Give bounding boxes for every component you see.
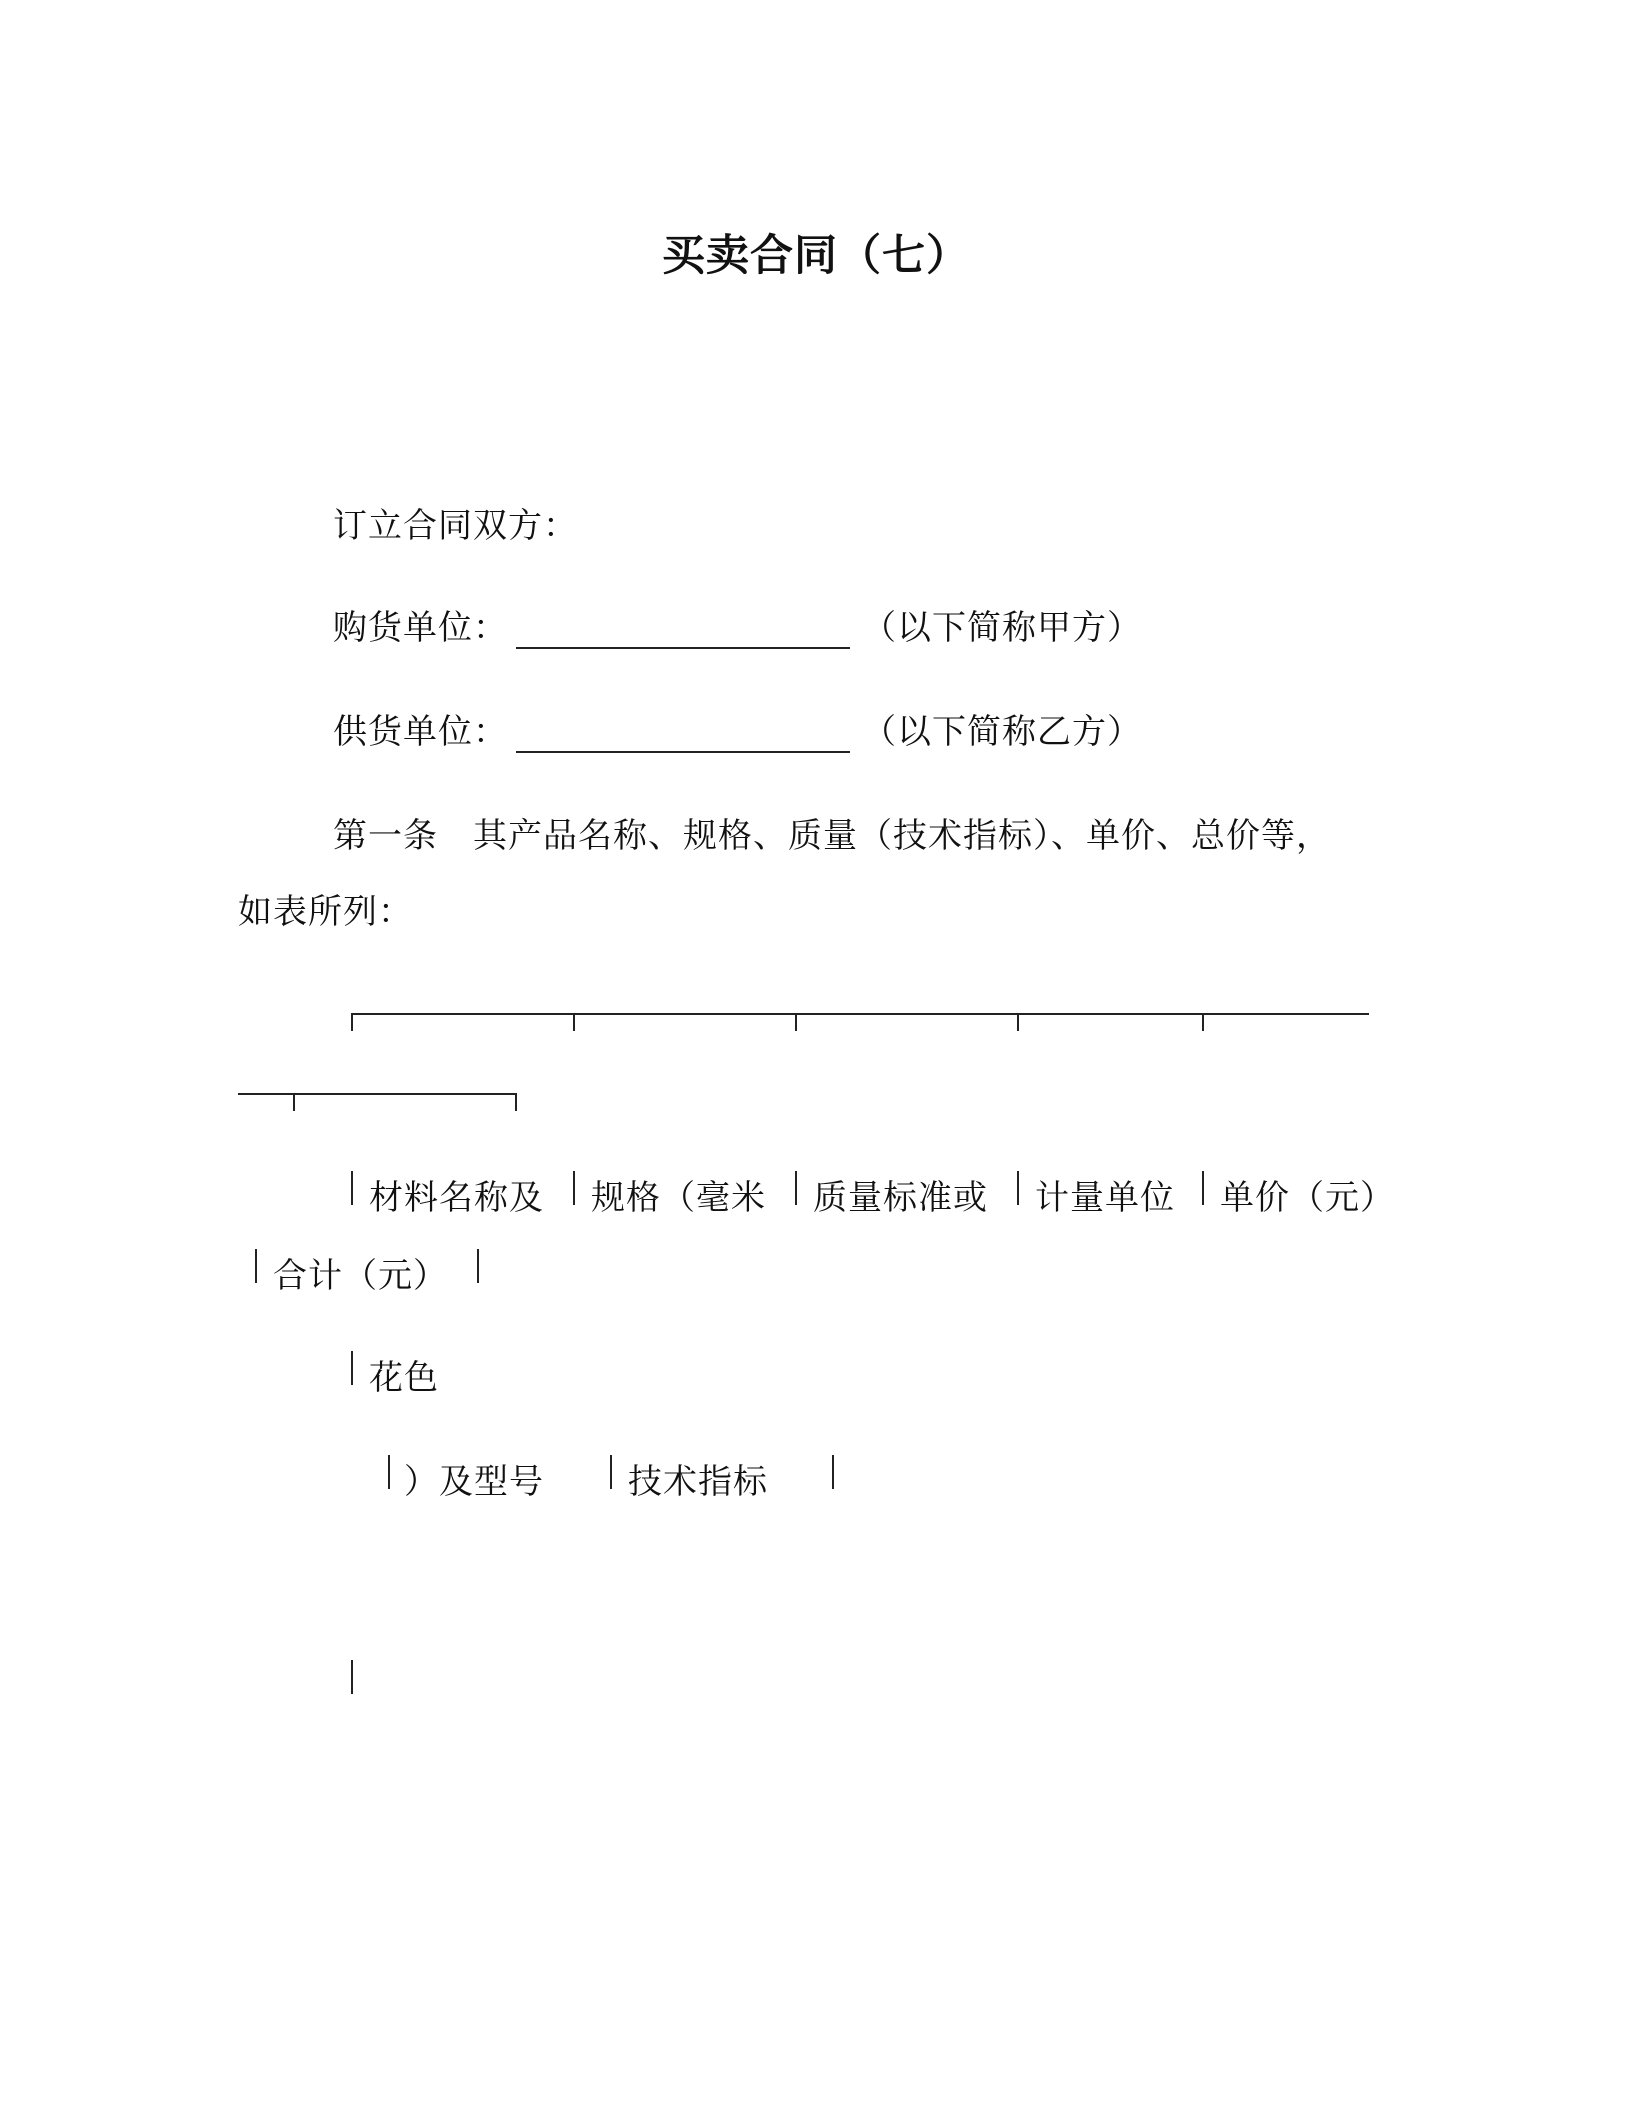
- table-tick: [515, 1093, 517, 1111]
- cell-divider: [1202, 1171, 1204, 1205]
- table-tick: [351, 1013, 353, 1031]
- cell-divider: [610, 1455, 612, 1489]
- buyer-line: [333, 600, 1142, 649]
- table-header-cell: 质量标准或: [813, 1178, 988, 1218]
- cell-divider: [351, 1171, 353, 1205]
- buyer-blank-field[interactable]: [516, 613, 850, 649]
- table-header-cell: 花色: [369, 1358, 439, 1398]
- table-header-cell: 合计（元）: [273, 1256, 448, 1296]
- article-1-line-2: 如表所列：: [238, 892, 413, 932]
- cell-divider: [351, 1351, 353, 1385]
- cell-divider: [573, 1171, 575, 1205]
- table-header-cell: 计量单位: [1035, 1178, 1175, 1218]
- table-header-cell: ）及型号: [404, 1462, 544, 1502]
- buyer-suffix: （以下简称甲方）: [862, 608, 1142, 648]
- table-tick: [1017, 1013, 1019, 1031]
- seller-suffix: （以下简称乙方）: [862, 712, 1142, 752]
- table-tick: [795, 1013, 797, 1031]
- seller-line: [333, 704, 1142, 753]
- document-title: 买卖合同（七）: [662, 231, 970, 281]
- table-header-cell: 规格（毫米: [591, 1178, 766, 1218]
- seller-blank-field[interactable]: [516, 717, 850, 753]
- seller-label: 供货单位：: [333, 712, 508, 752]
- table-header-cell: 单价（元）: [1220, 1178, 1395, 1218]
- table-top-rule-wrap: [238, 1093, 516, 1095]
- cell-divider: [795, 1171, 797, 1205]
- table-header-cell: 技术指标: [628, 1462, 768, 1502]
- article-1-line-1: 第一条 其产品名称、规格、质量（技术指标）、单价、总价等，: [333, 816, 1331, 856]
- parties-heading: 订立合同双方：: [333, 506, 578, 546]
- table-top-rule: [351, 1013, 1369, 1015]
- table-tick: [1202, 1013, 1204, 1031]
- cell-divider: [255, 1249, 257, 1283]
- cell-divider: [477, 1249, 479, 1283]
- cell-divider: [832, 1455, 834, 1489]
- table-header-cell: 材料名称及: [369, 1178, 544, 1218]
- cell-divider: [351, 1660, 353, 1694]
- cell-divider: [1017, 1171, 1019, 1205]
- buyer-label: 购货单位：: [333, 608, 508, 648]
- table-tick: [293, 1093, 295, 1111]
- table-tick: [573, 1013, 575, 1031]
- cell-divider: [388, 1455, 390, 1489]
